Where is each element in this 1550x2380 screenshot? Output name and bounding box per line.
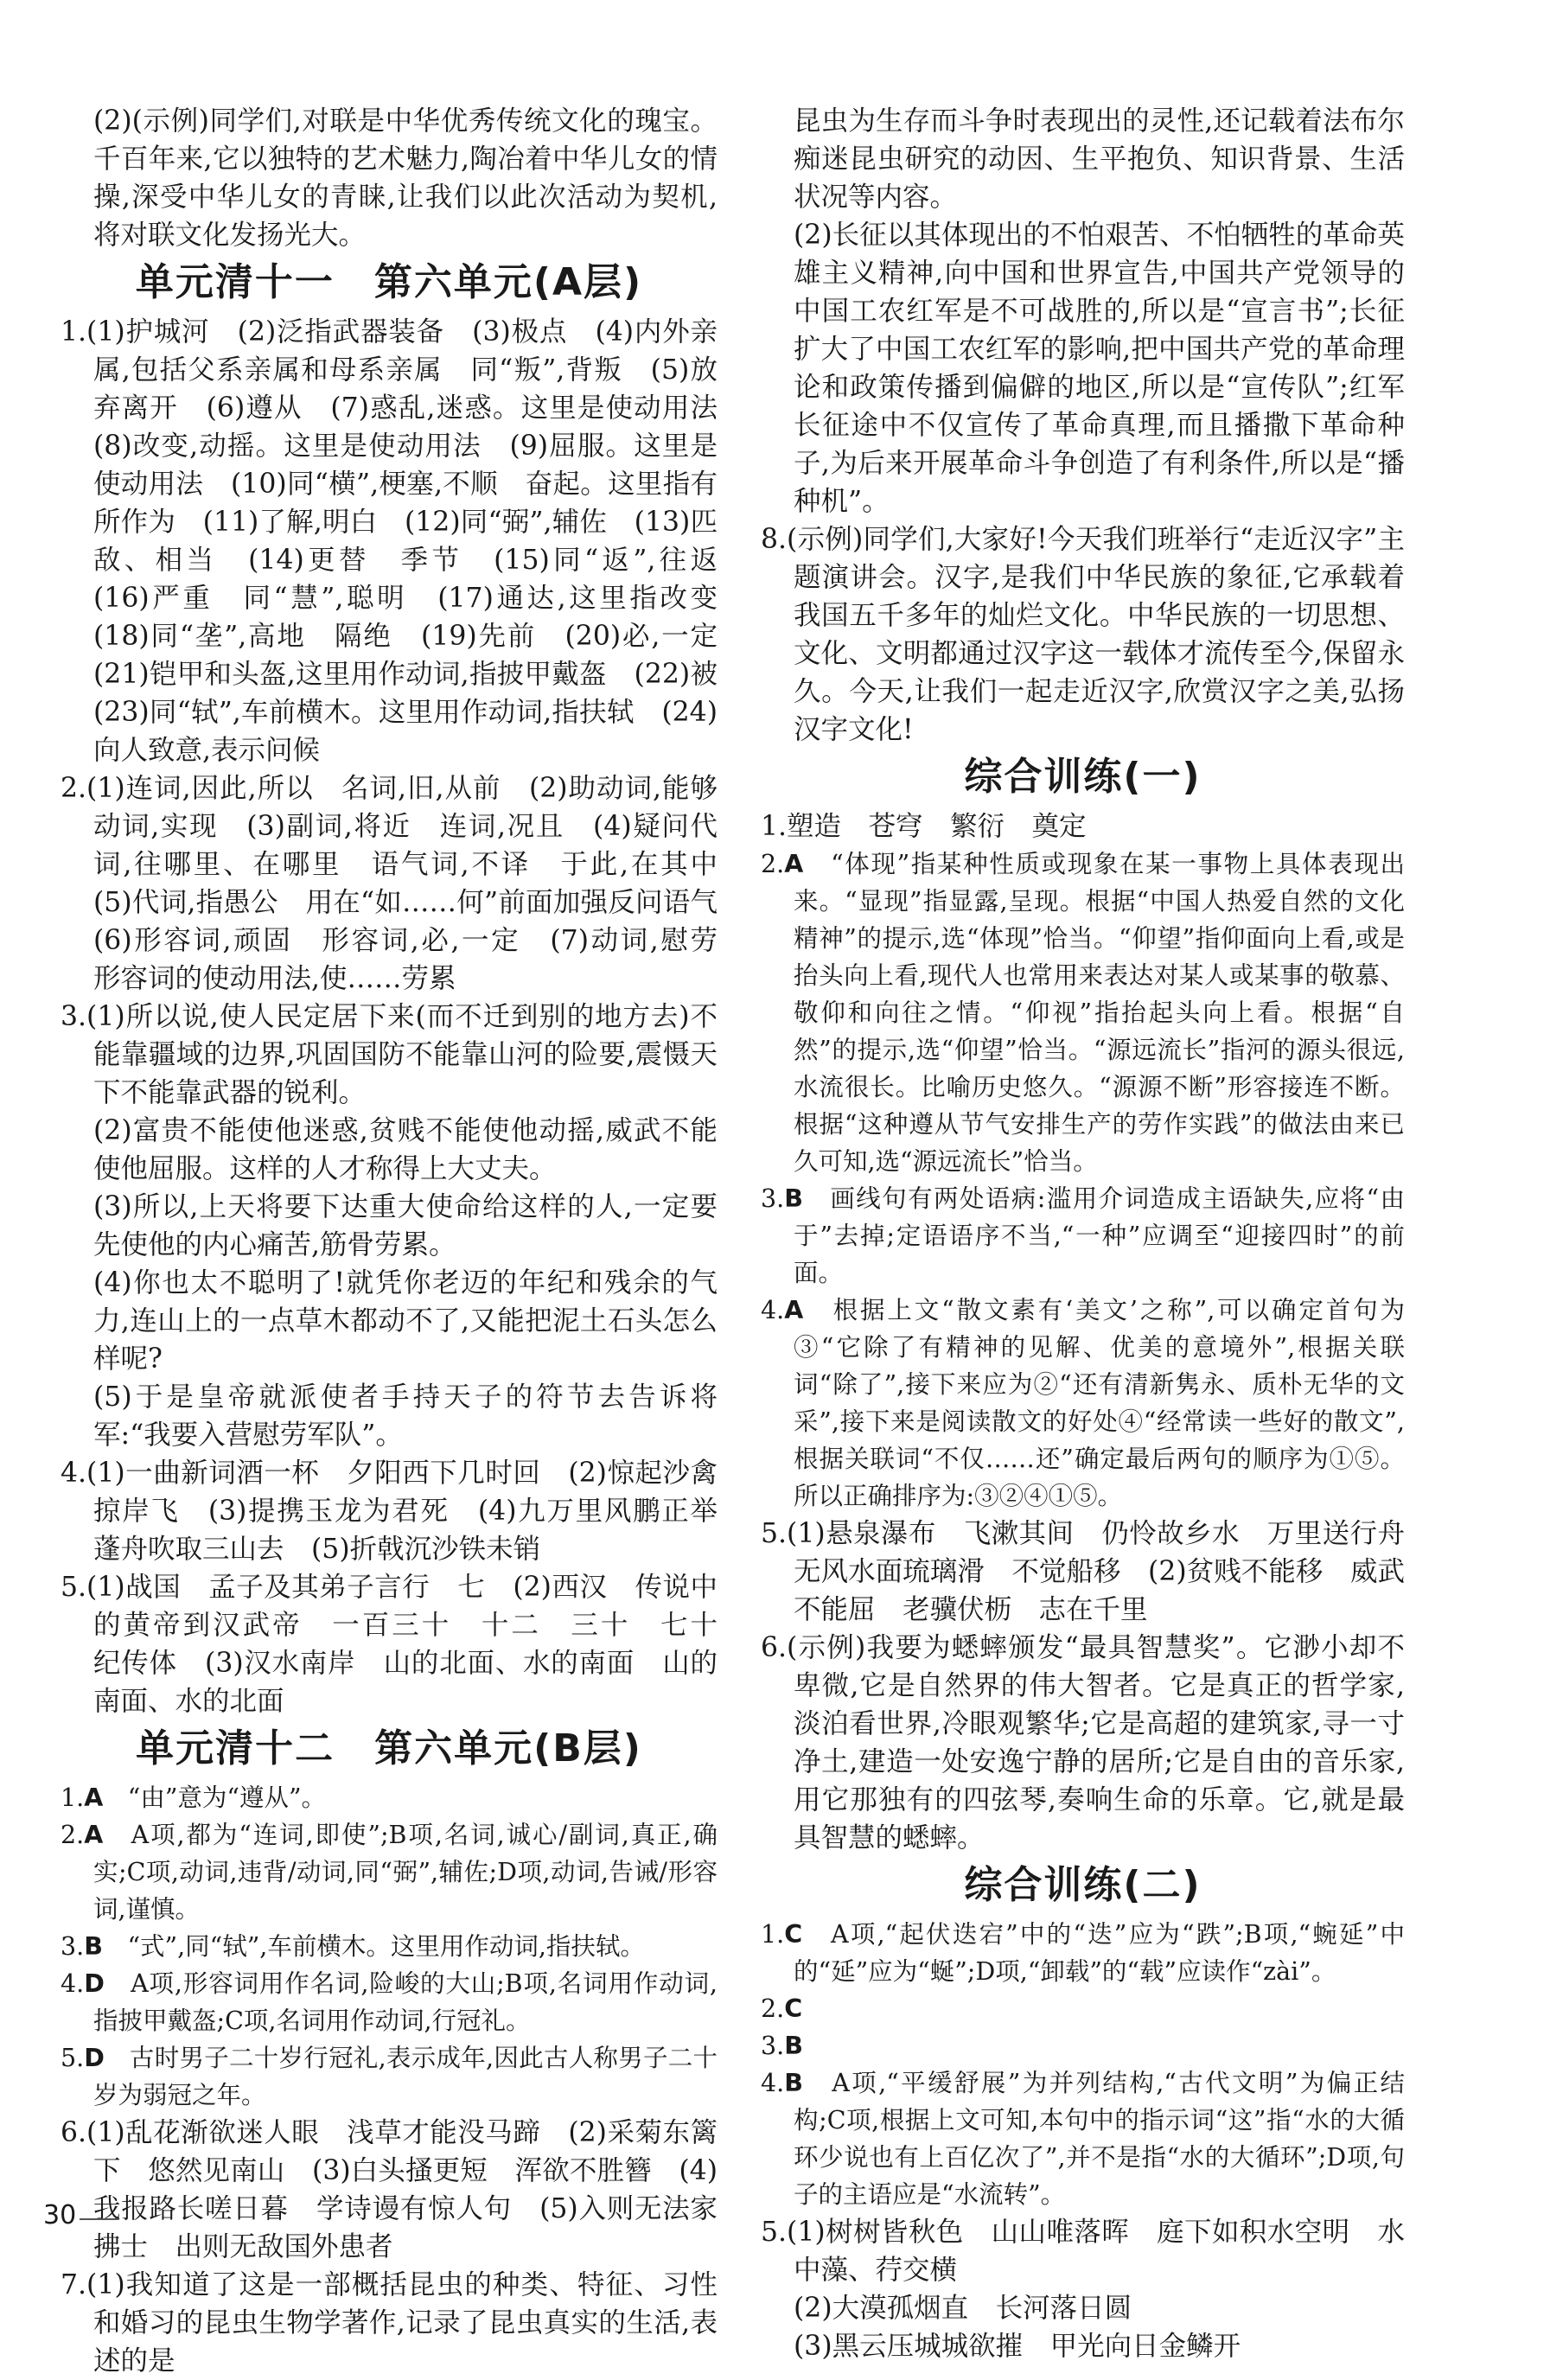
section-heading-training-1: 综合训练(一) — [964, 755, 1202, 799]
answer-item: 6.(示例)我要为蟋蟀颁发“最具智慧奖”。它渺小却不卑微,它是自然界的伟大智者。它是真正的哲学家,淡泊看世界,冷眼观繁华;它是高超的建筑家,寻一寸净土,建造一处安逸宁静的居所;它是自由的音乐家,用它那独有的四弦琴,奏响生命的乐章。它,就是最具智慧的蟋蟀。 — [761, 1632, 1405, 1854]
section-heading-training-2: 综合训练(二) — [964, 1863, 1202, 1907]
answer-subitem: (5)于是皇帝就派使者手持天子的符节去告诉将军:“我要入营慰劳军队”。 — [93, 1381, 718, 1451]
answer-subitem: (2)富贵不能使他迷惑,贫贱不能使他动摇,威武不能使他屈服。这样的人才称得上大丈夫。 — [93, 1115, 718, 1184]
answer-item: 4.A 根据上文“散文素有‘美文’之称”,可以确定首句为③“它除了有精神的见解、优美的意境外”,根据关联词“除了”,接下来应为②“还有清新隽永、质朴无华的文采”,接下来是阅读散文的好处④“经常读一些好的散文”,根据关联词“不仅……还”确定最后两句的顺序为①⑤。所以正确排序为:③②④①⑤。 — [761, 1296, 1405, 1510]
answer-item: 1.C A项,“起伏迭宕”中的“迭”应为“跌”;B项,“蜿延”中的“延”应为“蜒”;D项,“卸载”的“载”应读作“zài”。 — [761, 1920, 1405, 1986]
answer-item: 2.A A项,都为“连词,即使”;B项,名词,诚心/副词,真正,确实;C项,动词,违背/动词,同“弼”,辅佐;D项,动词,告诫/形容词,谨慎。 — [61, 1821, 718, 1924]
answer-item: 5.D 古时男子二十岁行冠礼,表示成年,因此古人称男子二十岁为弱冠之年。 — [61, 2044, 718, 2109]
answer-item: 8.(示例)同学们,大家好!今天我们班举行“走近汉字”主题演讲会。汉字,是我们中华民族的象征,它承载着我国五千多年的灿烂文化。中华民族的一切思想、文化、文明都通过汉字这一载体才流传至今,保留永久。今天,让我们一起走近汉字,欣赏汉字之美,弘扬汉字文化! — [761, 524, 1405, 745]
section-heading-unit-11: 单元清十一 第六单元(A层) — [135, 260, 643, 304]
answer-item: 4.B A项,“平缓舒展”为并列结构,“古代文明”为偏正结构;C项,根据上文可知,本句中的指示词“这”指“水的大循环少说也有上百亿次了”,并不是指“水的大循环”;D项,句子的主语应是“水流转”。 — [761, 2069, 1405, 2209]
answer-subitem: (2)长征以其体现出的不怕艰苦、不怕牺牲的革命英雄主义精神,向中国和世界宣告,中国共产党领导的中国工农红军是不可战胜的,所以是“宣言书”;长征扩大了中国工农红军的影响,把中国共产党的革命理论和政策传播到偏僻的地区,所以是“宣传队”;红军长征途中不仅宣传了革命真理,而且播撒下革命种子,为后来开展革命斗争创造了有利条件,所以是“播种机”。 — [794, 220, 1405, 517]
left-column — [61, 102, 745, 2380]
answer-item: 4.D A项,形容词用作名词,险峻的大山;B项,名词用作动词,指披甲戴盔;C项,名词用作动词,行冠礼。 — [61, 1969, 718, 2035]
answer-subitem: (3)所以,上天将要下达重大使命给这样的人,一定要先使他的内心痛苦,筋骨劳累。 — [93, 1191, 718, 1260]
section-heading-unit-12: 单元清十二 第六单元(B层) — [136, 1726, 642, 1771]
answer-item: 5.(1)战国 孟子及其弟子言行 七 (2)西汉 传说中的黄帝到汉武帝 一百三十 十二 三十 七十 纪传体 (3)汉水南岸 山的北面、水的南面 山的南面、水的北面 — [61, 1572, 745, 1717]
answer-item: 3.B “式”,同“轼”,车前横木。这里用作动词,指扶轼。 — [61, 1932, 645, 1961]
page-number: 30 — [43, 2200, 77, 2230]
answer-continuation: 昆虫为生存而斗争时表现出的灵性,还记载着法布尔痴迷昆虫研究的动因、生平抱负、知识背景、生活状况等内容。 — [794, 105, 1405, 213]
answer-item: 2.(1)连词,因此,所以 名词,旧,从前 (2)助动词,能够动词,实现 (3)副词,将近 连词,况且 (4)疑问代词,往哪里、在哪里 语气词,不译 于此,在其中 (5)代词,指愚公 用在“如……何”前面加强反问语气 (6)形容词,顽固 形容词,必,一定 (7)动词,慰劳 形容词的使动用法,使……劳累 — [61, 773, 745, 994]
answer-subitem: (3)黑云压城城欲摧 甲光向日金鳞开 — [794, 2331, 1241, 2362]
answer-item: 3.(1)所以说,使人民定居下来(而不迁到别的地方去)不能靠疆域的边界,巩固国防不能靠山河的险要,震慑天下不能靠武器的锐利。 — [61, 1001, 718, 1108]
answer-item: 3.B 画线句有两处语病:滥用介词造成主语缺失,应将“由于”去掉;定语语序不当,“一种”应调至“迎接四时”的前面。 — [761, 1184, 1405, 1287]
intro-paragraph: (2)(示例)同学们,对联是中华优秀传统文化的瑰宝。千百年来,它以独特的艺术魅力,陶冶着中华儿女的情操,深受中华儿女的青睐,让我们以此次活动为契机,将对联文化发扬光大。 — [93, 105, 718, 251]
answer-item: 4.(1)一曲新词酒一杯 夕阳西下几时回 (2)惊起沙禽掠岸飞 (3)提携玉龙为君死 (4)九万里风鹏正举 蓬舟吹取三山去 (5)折戟沉沙铁未销 — [61, 1458, 745, 1565]
answer-item: 5.(1)树树皆秋色 山山唯落晖 庭下如积水空明 水中藻、荇交横 — [761, 2217, 1405, 2286]
answer-item: 1.(1)护城河 (2)泛指武器装备 (3)极点 (4)内外亲属,包括父系亲属和母系亲属 同“叛”,背叛 (5)放弃离开 (6)遵从 (7)惑乱,迷惑。这里是使动用法 (8)改变,动摇。这里是使动用法 (9)屈服。这里是使动用法 (10)同“横”,梗塞,不顺 奋起。这里指有所作为 (11)了解,明白 (12)同“弼”,辅佐 (13)匹敌、相当 (14)更替 季节 (15)同“返”,往返 (16)严重 同“慧”,聪明 (17)通达,这里指改变 (18)同“垄”,高地 隔绝 (19)先前 (20)必,一定 (21)铠甲和头盔,这里用作动词,指披甲戴盔 (22)被 (23)同“轼”,车前横木。这里用作动词,指扶轼 (24)向人致意,表示问候 — [61, 316, 745, 766]
answer-item: 3.B — [761, 2032, 803, 2060]
right-column — [761, 102, 1432, 2365]
answer-item: 5.(1)悬泉瀑布 飞漱其间 仍怜故乡水 万里送行舟 无风水面琉璃滑 不觉船移 (2)贫贱不能移 威武不能屈 老骥伏枥 志在千里 — [761, 1518, 1432, 1625]
answer-subitem: (4)你也太不聪明了!就凭你老迈的年纪和残余的气力,连山上的一点草木都动不了,又能把泥土石头怎么样呢? — [93, 1267, 718, 1375]
answer-subitem: (2)大漠孤烟直 长河落日圆 — [794, 2293, 1132, 2324]
answer-item: 2.A “体现”指某种性质或现象在某一事物上具体表现出来。“显现”指显露,呈现。根据“中国人热爱自然的文化精神”的提示,选“体现”恰当。“仰望”指仰面向上看,或是抬头向上看,现代人也常用来表达对某人或某事的敬慕、敬仰和向往之情。“仰视”指抬起头向上看。根据“自然”的提示,选“仰望”恰当。“源远流长”指河的源头很远,水流很长。比喻历史悠久。“源源不断”形容接连不断。根据“这种遵从节气安排生产的劳作实践”的做法由来已久可知,选“源远流长”恰当。 — [761, 850, 1405, 1176]
answer-item: 2.C — [761, 1994, 803, 2023]
page-number-rule — [80, 2218, 118, 2220]
answer-item: 1.A “由”意为“遵从”。 — [61, 1783, 327, 1812]
answer-item: 1.塑造 苍穹 繁衍 奠定 — [761, 811, 1087, 842]
answer-item: 7.(1)我知道了这是一部概括昆虫的种类、特征、习性和婚习的昆虫生物学著作,记录了昆虫真实的生活,表述的是 — [61, 2269, 718, 2377]
answer-item: 6.(1)乱花渐欲迷人眼 浅草才能没马蹄 (2)采菊东篱下 悠然见南山 (3)白头搔更短 浑欲不胜簪 (4)我报路长嗟日暮 学诗谩有惊人句 (5)入则无法家拂士 出则无敌国外患者 — [61, 2117, 718, 2262]
